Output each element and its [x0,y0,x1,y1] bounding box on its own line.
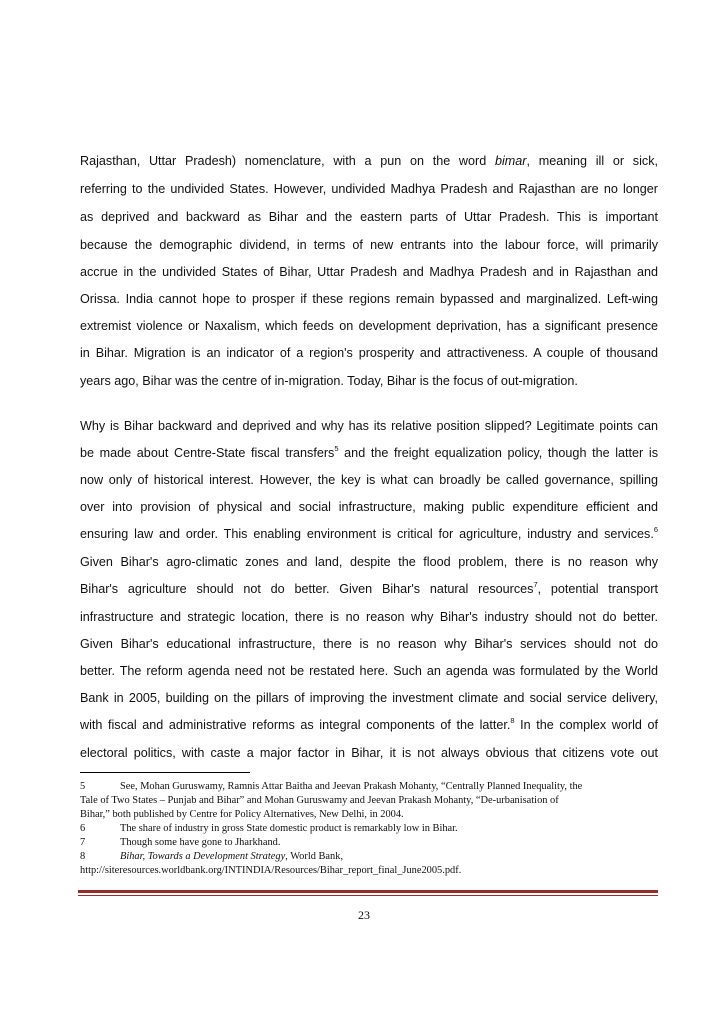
footnote-8-url: http://siteresources.worldbank.org/INTINDIA/Resources/Bihar_report_final_June2005.pdf. [80,865,462,876]
footnote-ref: 8 [510,716,515,725]
footnote-5-cont: Tale of Two States – Punjab and Bihar” and Mohan Guruswamy and Jeevan Prakash Mohanty, “De-urbanisation of [80,795,559,806]
footer-rule-thin [78,895,658,896]
body-line: with fiscal and administrative reforms as integral components of the latter.$^8$ In the complex world of [80,716,658,732]
body-line: in Bihar. Migration is an indicator of a region's prosperity and attractiveness. A couple of thousand [80,346,658,360]
body-line: referring to the undivided States. However, undivided Madhya Pradesh and Rajasthan are no longer [80,182,658,196]
footnote-6: 6 The share of industry in gross State domestic product is remarkably low in Bihar. [80,823,458,834]
body-line: Orissa. India cannot hope to prosper if these regions remain bypassed and marginalized. Left-wing [80,292,658,306]
body-line: Bank in 2005, building on the pillars of improving the investment climate and social service delivery, [80,691,658,705]
page-number: 23 [358,908,370,922]
footnote-ref: 6 [653,525,658,534]
footnote-8: 8 Bihar, Towards a Development Strategy, World Bank, [80,851,344,862]
footnote-7: 7 Though some have gone to Jharkhand. [80,837,281,848]
body-line: Why is Bihar backward and deprived and why has its relative position slipped? Legitimate points can [80,419,658,433]
body-line: Rajasthan, Uttar Pradesh) nomenclature, with a pun on the word bimar, meaning ill or sick, [80,154,658,168]
body-line: as deprived and backward as Bihar and the eastern parts of Uttar Pradesh. This is important [80,210,658,224]
body-line: extremist violence or Naxalism, which feeds on development deprivation, has a significant presence [80,319,658,333]
body-line: be made about Centre-State fiscal transfers$^5$ and the freight equalization policy, though the latter is [80,444,658,460]
body-line: infrastructure and strategic location, there is no reason why Bihar's industry should not do better. [80,610,658,624]
body-line: ensuring law and order. This enabling environment is critical for agriculture, industry and services.$^6$ [80,525,658,541]
body-line: electoral politics, with caste a major factor in Bihar, it is not always obvious that citizens vote out [80,746,658,760]
footnote-ref: 5 [334,444,339,453]
footnote-5: 5 See, Mohan Guruswamy, Ramnis Attar Baitha and Jeevan Prakash Mohanty, “Centrally Planned Inequality, the [80,781,583,792]
body-line: Given Bihar's agro-climatic zones and land, despite the flood problem, there is no reason why [80,555,658,569]
body-line: years ago, Bihar was the centre of in-migration. Today, Bihar is the focus of out-migration. [80,374,578,388]
footnote-5-cont: Bihar,” both published by Centre for Policy Alternatives, New Delhi, in 2004. [80,809,404,820]
body-line: now only of historical interest. However, the key is what can broadly be called governance, spilling [80,473,658,487]
body-line: because the demographic dividend, in terms of new entrants into the labour force, will primarily [80,238,658,252]
body-line: accrue in the undivided States of Bihar, Uttar Pradesh and Madhya Pradesh and in Rajasthan and [80,265,658,279]
body-line: better. The reform agenda need not be restated here. Such an agenda was formulated by the World [80,664,658,678]
body-line: Bihar's agriculture should not do better. Given Bihar's natural resources$^7$, potential transport [80,580,658,596]
footnote-ref: 7 [533,580,538,589]
body-line: over into provision of physical and social infrastructure, making public expenditure efficient and [80,500,658,514]
body-line: Given Bihar's educational infrastructure, there is no reason why Bihar's services should not do [80,637,658,651]
footnote-separator [80,772,250,773]
footer-rule-thick [78,890,658,893]
